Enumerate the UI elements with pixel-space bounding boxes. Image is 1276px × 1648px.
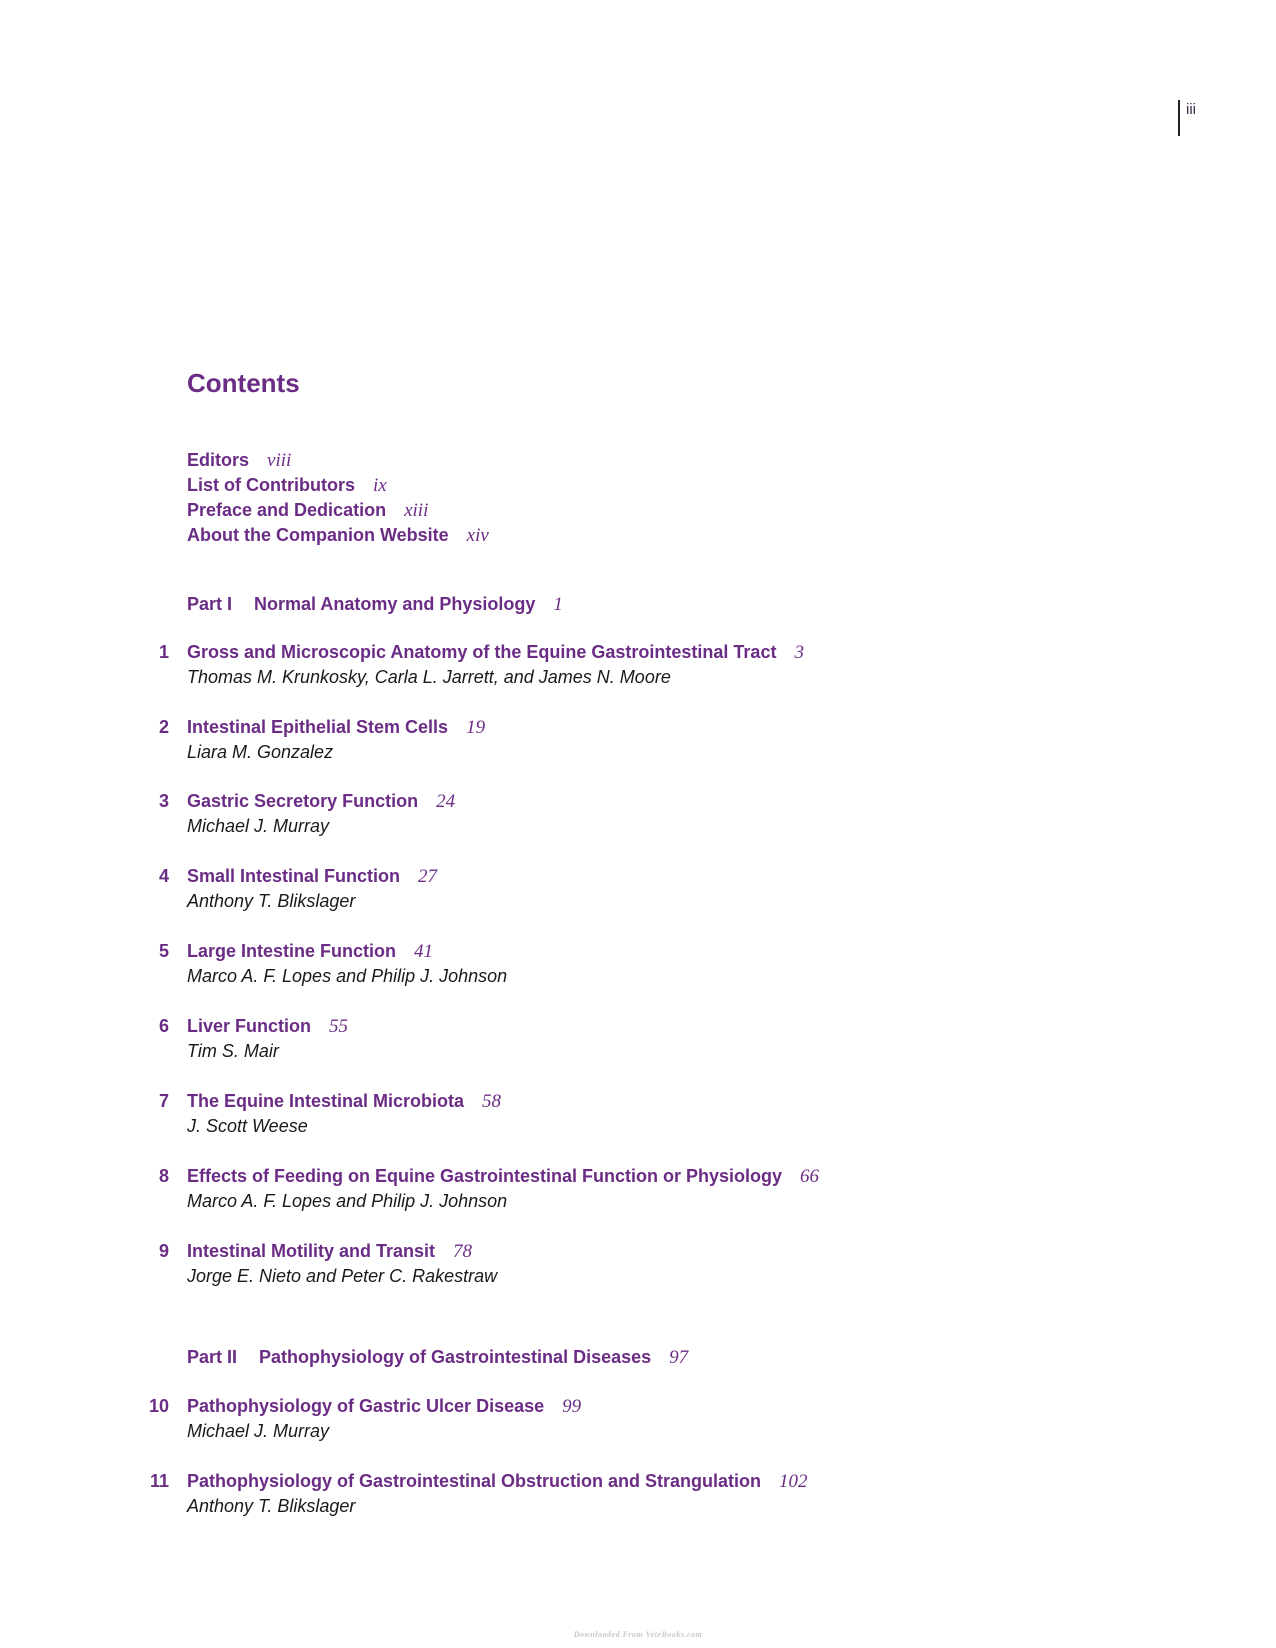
chapter-authors: Anthony T. Blikslager: [187, 1496, 356, 1516]
chapter-entry-9[interactable]: [158, 1239, 1087, 1289]
watermark: Downloaded From VeteBooks.com: [573, 1630, 703, 1639]
chapter-authors: Michael J. Murray: [187, 816, 330, 836]
chapter-entry-3[interactable]: [158, 789, 1087, 839]
chapter-number: 10: [148, 1396, 169, 1416]
part-heading-2[interactable]: [187, 1344, 688, 1370]
chapter-authors: Jorge E. Nieto and Peter C. Rakestraw: [187, 1266, 498, 1286]
front-matter-title: About the Companion Website: [187, 525, 449, 545]
chapter-page: 19: [466, 717, 486, 738]
chapter-number: 7: [158, 1091, 169, 1111]
front-matter-item-contributors[interactable]: [187, 473, 489, 498]
part-title: Normal Anatomy and Physiology: [254, 594, 536, 614]
chapter-authors: J. Scott Weese: [187, 1116, 308, 1136]
chapter-authors: Tim S. Mair: [187, 1041, 279, 1061]
chapter-authors: Thomas M. Krunkosky, Carla L. Jarrett, and James N. Moore: [187, 667, 671, 687]
chapter-entry-8[interactable]: [158, 1164, 1087, 1214]
page-number: [1178, 100, 1196, 136]
chapter-number: 6: [158, 1016, 169, 1036]
chapter-number: 2: [158, 717, 169, 737]
chapter-authors: Anthony T. Blikslager: [187, 891, 356, 911]
chapter-title: Intestinal Motility and Transit: [187, 1241, 436, 1261]
front-matter-list: [187, 448, 489, 548]
front-matter-page: xiii: [404, 500, 429, 521]
front-matter-item-editors[interactable]: [187, 448, 489, 473]
chapter-entry-5[interactable]: [158, 939, 1087, 989]
part-label: Part I: [187, 594, 233, 614]
chapter-title: Gross and Microscopic Anatomy of the Equine Gastrointestinal Tract: [187, 642, 777, 662]
chapter-entry-4[interactable]: [158, 864, 1087, 914]
chapter-number: 8: [158, 1166, 169, 1186]
chapter-entry-7[interactable]: [158, 1089, 1087, 1139]
part-page: 97: [669, 1347, 689, 1368]
chapter-page: 27: [418, 866, 438, 887]
front-matter-title: Editors: [187, 450, 250, 470]
front-matter-page: ix: [372, 475, 387, 496]
chapter-number: 5: [158, 941, 169, 961]
front-matter-title: List of Contributors: [187, 475, 355, 495]
part-title: Pathophysiology of Gastrointestinal Diseases: [259, 1347, 652, 1367]
front-matter-page: viii: [267, 450, 292, 471]
chapter-page: 3: [794, 642, 804, 663]
chapter-entry-11[interactable]: [149, 1469, 1087, 1519]
chapter-page: 102: [779, 1471, 808, 1492]
page-number-text: iii: [1186, 101, 1196, 118]
chapter-number: 4: [158, 866, 169, 886]
chapter-authors: Marco A. F. Lopes and Philip J. Johnson: [187, 1191, 508, 1211]
chapter-authors: Michael J. Murray: [187, 1421, 330, 1441]
part-page: 1: [553, 594, 563, 615]
chapter-number: 3: [158, 791, 169, 811]
chapter-authors: Liara M. Gonzalez: [187, 742, 334, 762]
chapter-title: Intestinal Epithelial Stem Cells: [187, 717, 449, 737]
chapter-title: Pathophysiology of Gastric Ulcer Disease: [187, 1396, 545, 1416]
chapter-page: 58: [482, 1091, 502, 1112]
chapter-number: 1: [158, 642, 169, 662]
chapter-page: 41: [414, 941, 434, 962]
chapter-number: 9: [158, 1241, 169, 1261]
chapter-title: Effects of Feeding on Equine Gastrointestinal Function or Physiology: [187, 1166, 783, 1186]
chapter-title: The Equine Intestinal Microbiota: [187, 1091, 465, 1111]
chapter-page: 99: [562, 1396, 582, 1417]
chapter-title: Liver Function: [187, 1016, 312, 1036]
chapter-page: 66: [800, 1166, 820, 1187]
chapter-entry-6[interactable]: [158, 1014, 1087, 1064]
chapter-title: Gastric Secretory Function: [187, 791, 419, 811]
chapter-title: Small Intestinal Function: [187, 866, 401, 886]
chapter-entry-2[interactable]: [158, 715, 1087, 765]
front-matter-page: xiv: [466, 525, 489, 546]
chapter-entry-1[interactable]: [158, 640, 1087, 690]
front-matter-item-preface[interactable]: [187, 498, 489, 523]
front-matter-item-companion-website[interactable]: [187, 523, 489, 548]
chapter-entry-10[interactable]: [148, 1394, 1087, 1444]
chapter-title: Pathophysiology of Gastrointestinal Obstruction and Strangulation: [187, 1471, 762, 1491]
page-title: Contents: [187, 368, 300, 398]
chapter-page: 24: [436, 791, 456, 812]
chapter-authors: Marco A. F. Lopes and Philip J. Johnson: [187, 966, 508, 986]
chapter-title: Large Intestine Function: [187, 941, 397, 961]
part-label: Part II: [187, 1347, 238, 1367]
chapter-page: 55: [329, 1016, 349, 1037]
front-matter-title: Preface and Dedication: [187, 500, 387, 520]
part-heading-1[interactable]: [187, 591, 563, 617]
chapter-page: 78: [453, 1241, 473, 1262]
chapter-number: 11: [149, 1471, 169, 1491]
